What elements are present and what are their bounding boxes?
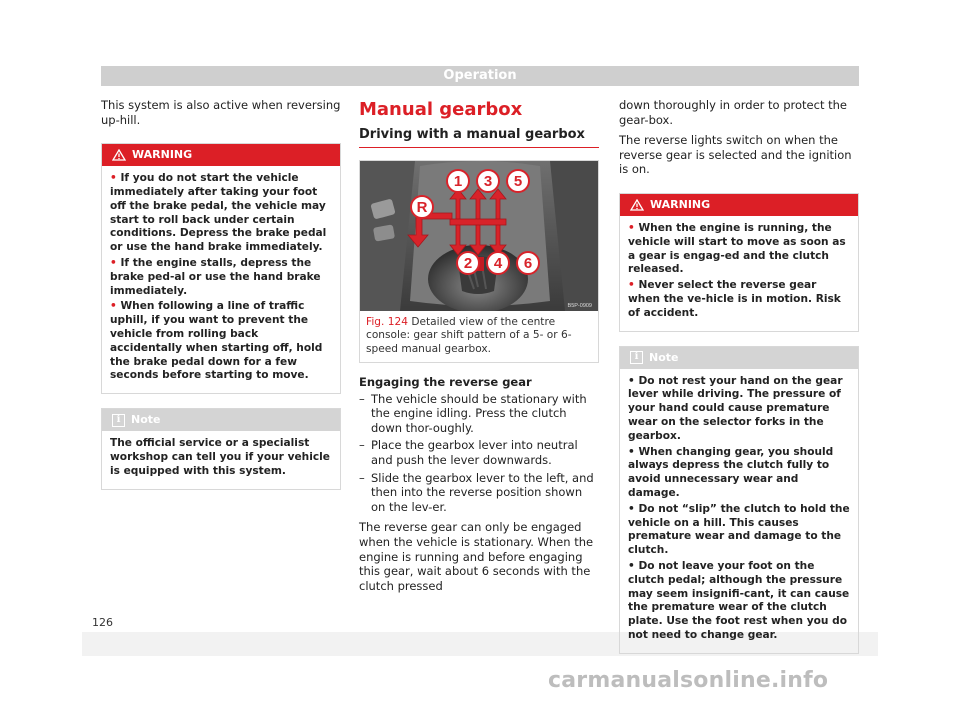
warning-item: • When the engine is running, the vehicle will start to move as soon as a gear is engag-ed and the clutch released. (628, 221, 846, 276)
warning-body (620, 216, 858, 331)
info-icon: i (630, 351, 643, 364)
info-icon: i (112, 414, 125, 427)
column-right (619, 98, 859, 654)
page-sheet (82, 50, 878, 656)
warning-item: • Never select the reverse gear when the ve-hicle is in motion. Risk of accident. (628, 279, 841, 319)
note-label: Note (131, 413, 161, 427)
gear-shift-illustration (360, 161, 598, 311)
warning-item: • If you do not start the vehicle immediately after taking your foot off the brake pedal, the vehicle may start to roll back under certain conditions. Depress the brake pedal or use the hand brake immediately. (110, 172, 327, 254)
note-header (102, 409, 340, 431)
column-middle (359, 98, 599, 599)
warning-label: WARNING (132, 148, 193, 162)
bullet-icon: • (628, 221, 635, 234)
continued-text: down thoroughly in order to protect the gear-box. (619, 98, 847, 127)
note-body (102, 431, 340, 488)
closing-text: The reverse gear can only be engaged when the vehicle is stationary. When the engine is running and before engaging this gear, wait about 6 seconds with the clutch pressed (359, 520, 594, 593)
bullet-icon: • (628, 559, 635, 572)
note-item: • Do not leave your foot on the clutch pedal; although the pressure may seem insignifi-cant, it can cause the premature wear of the clutch plate. Use the foot rest when you do not need to change gear. (628, 559, 850, 641)
reverse-lights-text: The reverse lights switch on when the reverse gear is selected and the ignition is on. (619, 133, 852, 177)
figure-label: Fig. 124 (366, 315, 408, 328)
bullet-icon: • (628, 279, 635, 292)
gear-label: 6 (523, 254, 533, 272)
figure-code: B5P-0909 (567, 302, 592, 309)
warning-item: • When following a line of traffic uphill, if you want to prevent the vehicle from rolling back accidentally when starting off, hold the brake pedal down for a few seconds before starting to move. (110, 300, 323, 382)
page-header: Operation (101, 66, 859, 86)
warning-header (620, 194, 858, 216)
watermark: carmanualsonline.info (548, 668, 829, 693)
section-title: Manual gearbox (359, 99, 523, 120)
page-number: 126 (92, 616, 113, 629)
warning-box-left (101, 143, 341, 394)
bullet-icon: • (110, 300, 117, 313)
bullet-icon: • (628, 445, 635, 458)
bullet-icon: • (110, 256, 117, 269)
note-box-right (619, 346, 859, 654)
warning-triangle-icon (630, 199, 644, 211)
figure-caption (360, 311, 598, 363)
gear-label: 5 (513, 172, 523, 190)
sub-title: Driving with a manual gearbox (359, 128, 599, 148)
warning-triangle-icon (112, 149, 126, 161)
page-content (82, 50, 878, 641)
warning-label: WARNING (650, 197, 711, 211)
note-item: • Do not “slip” the clutch to hold the vehicle on a hill. This causes premature wear and damage to the clutch. (628, 502, 850, 557)
bullet-icon: • (110, 172, 117, 185)
bullet-icon: • (628, 374, 635, 387)
warning-body (102, 166, 340, 393)
bullet-icon: • (628, 502, 635, 515)
warning-header (102, 144, 340, 166)
note-item: • When changing gear, you should always depress the clutch fully to avoid unnecessary wear and damage. (628, 445, 834, 499)
column-left (101, 98, 341, 490)
procedure-heading: Engaging the reverse gear (359, 375, 532, 390)
caption-text: Detailed view of the centre console: gear shift pattern of a 5- or 6-speed manual gearbox. (366, 315, 572, 355)
note-text: The official service or a specialist workshop can tell you if your vehicle is equipped with this system. (110, 437, 330, 477)
gear-label: 2 (463, 254, 473, 272)
gear-label: 4 (493, 254, 503, 272)
note-label: Note (649, 350, 679, 364)
figure-gear-pattern (359, 160, 599, 364)
note-header (620, 347, 858, 369)
note-box-left (101, 408, 341, 489)
step-item: – The vehicle should be stationary with the engine idling. Press the clutch down thor-oughly. (359, 392, 599, 436)
warning-item: • If the engine stalls, depress the brake ped-al or use the hand brake immediately. (110, 256, 321, 297)
note-item: • Do not rest your hand on the gear lever while driving. The pressure of your hand could cause premature wear on the selector forks in the gearbox. (628, 374, 843, 442)
gear-label: R (416, 198, 428, 216)
warning-box-right (619, 193, 859, 332)
step-item: – Slide the gearbox lever to the left, and then into the reverse position shown on the lev-er. (359, 471, 599, 515)
step-item: – Place the gearbox lever into neutral and push the lever downwards. (359, 438, 599, 467)
gear-label: 3 (483, 172, 493, 190)
intro-text: This system is also active when reversing up-hill. (101, 98, 341, 127)
note-body (620, 369, 858, 653)
gear-label: 1 (453, 172, 463, 190)
